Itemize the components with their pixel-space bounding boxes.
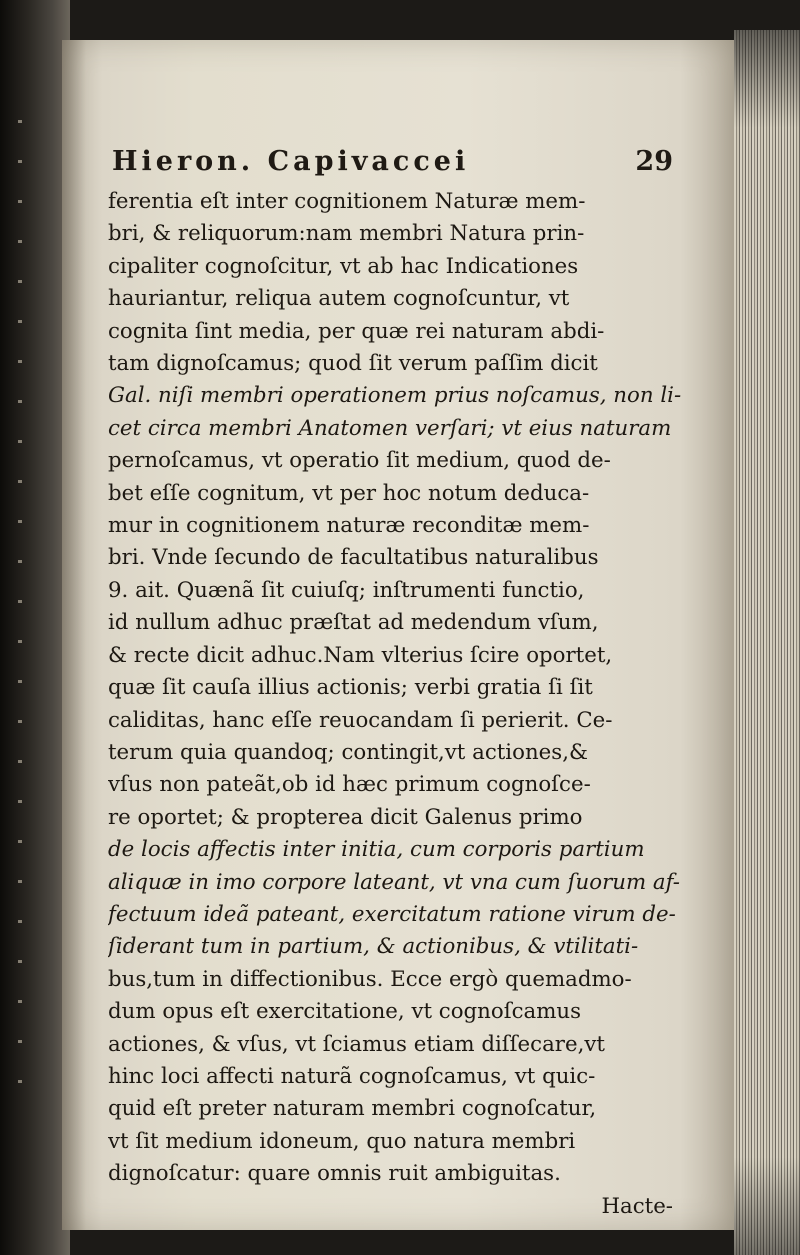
catchword: Hacte- [601,1193,673,1219]
text-line: bus,tum in diffectionibus. Ecce ergò quemadmo- [108,966,632,992]
text-line: ferentia eſt inter cognitionem Naturæ mem- [108,189,586,214]
page-body [108,186,683,1223]
text-line: vt ſit medium idoneum, quo natura membri [108,1128,576,1154]
text-line: re oportet; & propterea dicit Galenus primo [108,804,583,830]
text-line: id nullum adhuc præſtat ad medendum vſum, [108,610,599,636]
text-line: hauriantur, reliqua autem cognoſcuntur, vt [108,286,570,312]
text-line: mur in cognitionem naturæ reconditæ mem- [108,513,590,539]
text-line: ſiderant tum in partium, & actionibus, & vtilitati- [108,934,639,960]
text-line: cet circa membri Anatomen verſari; vt eius naturam [108,415,672,441]
running-header [106,146,681,186]
text-line: bet eſſe cognitum, vt per hoc notum deduca- [108,480,590,506]
text-line: Gal. niſi membri operationem prius noſcamus, non li- [108,383,682,409]
text-line: 9. ait. Quænã ſit cuiuſq; inſtrumenti functio, [108,577,585,603]
page-number: 29 [635,146,673,177]
text-line: quid eſt preter naturam membri cognoſcatur, [108,1096,597,1122]
text-line: cipaliter cognoſcitur, vt ab hac Indicationes [108,253,579,279]
text-line: vſus non pateãt,ob id hæc primum cognoſce- [108,772,591,798]
text-line: terum quia quandoq; contingit,vt actiones,& [108,739,588,765]
page-gutter [62,40,86,1230]
text-line: hinc loci affecti naturã cognoſcamus, vt quic- [108,1063,596,1089]
text-line: tam dignoſcamus; quod ſit verum paſſim dicit [108,351,598,377]
text-line: & recte dicit adhuc.Nam vlterius ſcire oportet, [108,642,613,668]
text-line: bri, & reliquorum:nam membri Natura prin- [108,221,585,247]
text-line: fectuum ideã pateant, exercitatum ratione virum de- [108,901,676,927]
text-line: dignoſcatur: quare omnis ruit ambiguitas. [108,1161,561,1187]
text-line: dum opus eſt exercitatione, vt cognoſcamus [108,999,582,1025]
text-line: caliditas, hanc eſſe reuocandam ſi perierit. Ce- [108,707,613,733]
text-line: bri. Vnde ſecundo de facultatibus naturalibus [108,545,599,571]
text-line: actiones, & vſus, vt ſciamus etiam diſſecare,vt [108,1031,605,1057]
text-line: pernoſcamus, vt operatio ſit medium, quod de- [108,448,611,474]
running-title: Hieron. Capivaccei [112,146,470,177]
book-spine-shadow [0,0,70,1255]
text-line: quæ ſit cauſa illius actionis; verbi gratia ſi ſit [108,675,593,701]
text-line: aliquæ in imo corpore lateant, vt vna cum ſuorum af- [108,869,680,895]
page-edges [734,30,800,1255]
text-line: de locis affectis inter initia, cum corporis partium [108,837,645,863]
text-line: cognita ſint media, per quæ rei naturam abdi- [108,318,605,344]
